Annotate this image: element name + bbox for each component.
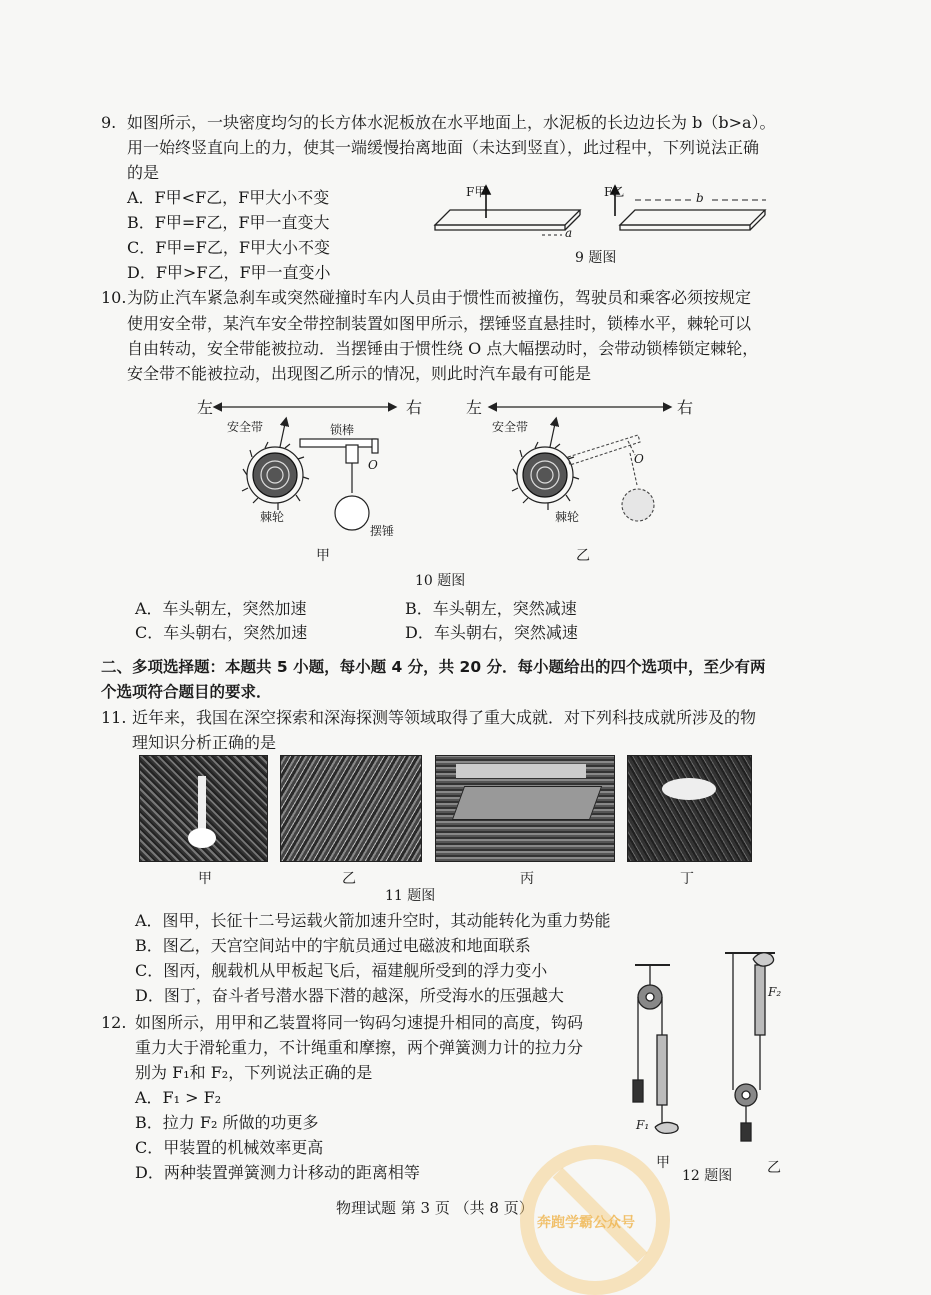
q10-lock-bar-jia bbox=[300, 439, 378, 463]
q9-label-b: b bbox=[696, 191, 704, 205]
q9-label-f-jia: F甲 bbox=[466, 185, 487, 199]
q10-stem-line2: 使用安全带，某汽车安全带控制装置如图甲所示，摆锤竖直悬挂时，锁棒水平，棘轮可以 bbox=[127, 314, 752, 333]
q12-number: 12. bbox=[101, 1013, 127, 1032]
q12-stem-line2: 重力大于滑轮重力，不计绳重和摩擦，两个弹簧测力计的拉力分 bbox=[135, 1038, 584, 1057]
q11-option-d: D．图丁，奋斗者号潜水器下潜的越深，所受海水的压强越大 bbox=[135, 986, 564, 1005]
q12-option-d: D．两种装置弹簧测力计移动的距离相等 bbox=[135, 1163, 420, 1182]
q10-option-c: C．车头朝右，突然加速 bbox=[135, 623, 308, 642]
q11-stem-line1: 近年来，我国在深空探索和深海探测等领域取得了重大成就．对下列科技成就所涉及的物 bbox=[132, 708, 757, 727]
watermark-text: 奔跑学霸公众号 bbox=[537, 1215, 635, 1231]
q12-stem-line1: 如图所示，用甲和乙装置将同一钩码匀速提升相同的高度，钩码 bbox=[135, 1013, 584, 1032]
q12-figure bbox=[615, 945, 805, 1145]
q9-stem-line2: 用一始终竖直向上的力，使其一端缓慢抬离地面（未达到竖直），此过程中，下列说法正确 bbox=[127, 138, 760, 157]
q9-number: 9. bbox=[101, 113, 117, 132]
section2-heading-line2: 个选项符合题目的要求． bbox=[101, 683, 272, 701]
q10-belt-label-jia: 安全带 bbox=[227, 420, 264, 434]
q10-o-label-jia: O bbox=[368, 458, 378, 472]
q9-option-a: A．F甲<F乙，F甲大小不变 bbox=[127, 188, 330, 207]
q9-label-a: a bbox=[565, 226, 573, 240]
section2-heading-line1: 二、多项选择题：本题共 5 小题，每小题 4 分，共 20 分．每小题给出的四个选项中，至少有两 bbox=[101, 658, 766, 676]
q12-label-f2: F₂ bbox=[768, 985, 782, 999]
q10-o-label-yi: O bbox=[634, 452, 644, 466]
q12-stem-line3: 别为 F₁和 F₂，下列说法正确的是 bbox=[135, 1063, 373, 1082]
q11-option-c: C．图丙，舰载机从甲板起飞后，福建舰所受到的浮力变小 bbox=[135, 961, 548, 980]
page-footer: 物理试题 第 3 页 （共 8 页） bbox=[336, 1199, 534, 1217]
q10-right-label-jia: 右 bbox=[406, 398, 423, 417]
q12-device-jia bbox=[633, 965, 678, 1133]
q12-option-b: B．拉力 F₂ 所做的功更多 bbox=[135, 1113, 319, 1132]
q10-lock-bar-yi bbox=[568, 435, 640, 465]
q10-option-d: D．车头朝右，突然减速 bbox=[405, 623, 578, 642]
q11-option-a: A．图甲，长征十二号运载火箭加速升空时，其动能转化为重力势能 bbox=[135, 911, 611, 930]
q12-fig-yi: 乙 bbox=[767, 1160, 781, 1176]
q10-belt-label-yi: 安全带 bbox=[492, 420, 529, 434]
q10-ratchet-label-yi: 棘轮 bbox=[555, 510, 580, 524]
q12-device-yi bbox=[725, 953, 775, 1141]
q10-option-b: B．车头朝左，突然减速 bbox=[405, 599, 577, 618]
q10-number: 10. bbox=[101, 288, 127, 307]
q10-option-a: A．车头朝左，突然加速 bbox=[135, 599, 307, 618]
q10-pendulum-jia bbox=[335, 463, 369, 530]
q11-photo-label-bing: 丙 bbox=[520, 871, 534, 887]
q10-ratchet-yi bbox=[512, 442, 579, 510]
q11-option-b: B．图乙，天宫空间站中的宇航员通过电磁波和地面联系 bbox=[135, 936, 531, 955]
q10-fig-jia: 甲 bbox=[316, 548, 330, 564]
q11-photo-label-yi: 乙 bbox=[342, 871, 356, 887]
q10-stem-line1: 为防止汽车紧急刹车或突然碰撞时车内人员由于惯性而被撞伤，驾驶员和乘客必须按规定 bbox=[127, 288, 752, 307]
q9-option-c: C．F甲=F乙，F甲大小不变 bbox=[127, 238, 330, 257]
q10-stem-line3: 自由转动，安全带能被拉动．当摆锤由于惯性绕 O 点大幅摆动时，会带动锁棒锁定棘轮， bbox=[127, 339, 759, 358]
q12-option-c: C．甲装置的机械效率更高 bbox=[135, 1138, 324, 1157]
q10-fig-yi: 乙 bbox=[576, 548, 590, 564]
q11-photo-submersible bbox=[627, 755, 752, 862]
q11-photo-carrier bbox=[435, 755, 615, 862]
q9-slab-left bbox=[435, 210, 580, 230]
q9-label-f-yi: F乙 bbox=[604, 185, 625, 199]
q10-ratchet-label-jia: 棘轮 bbox=[260, 510, 285, 524]
q12-fig-jia: 甲 bbox=[656, 1155, 670, 1171]
q10-right-label-yi: 右 bbox=[677, 398, 694, 417]
q9-option-b: B．F甲=F乙，F甲一直变大 bbox=[127, 213, 330, 232]
q11-photo-space-station bbox=[280, 755, 422, 862]
q11-caption: 11 题图 bbox=[385, 888, 436, 904]
q9-caption: 9 题图 bbox=[575, 250, 617, 266]
q10-pendulum-label: 摆锤 bbox=[370, 524, 395, 538]
q12-label-f1: F₁ bbox=[636, 1118, 650, 1132]
q10-left-label-yi: 左 bbox=[466, 398, 483, 417]
q9-stem-line1: 如图所示，一块密度均匀的长方体水泥板放在水平地面上，水泥板的长边边长为 b（b>a）。 bbox=[127, 113, 776, 132]
q10-lock-bar-label: 锁棒 bbox=[330, 423, 355, 437]
q11-stem-line2: 理知识分析正确的是 bbox=[132, 733, 277, 752]
q9-stem-line3: 的是 bbox=[127, 163, 160, 182]
q9-option-d: D．F甲>F乙，F甲一直变小 bbox=[127, 263, 331, 282]
q9-slab-right bbox=[620, 210, 765, 230]
q11-photo-rocket bbox=[139, 755, 268, 862]
q10-caption: 10 题图 bbox=[415, 573, 466, 589]
q12-option-a: A．F₁ > F₂ bbox=[135, 1088, 222, 1107]
q11-photo-label-ding: 丁 bbox=[680, 871, 694, 887]
q10-stem-line4: 安全带不能被拉动，出现图乙所示的情况，则此时汽车最有可能是 bbox=[127, 364, 592, 383]
q10-figure bbox=[190, 395, 710, 555]
q10-left-label-jia: 左 bbox=[197, 398, 214, 417]
q12-caption: 12 题图 bbox=[682, 1168, 733, 1184]
q10-ratchet-jia bbox=[242, 442, 309, 510]
q11-number: 11. bbox=[101, 708, 127, 727]
q11-photo-label-jia: 甲 bbox=[198, 871, 212, 887]
